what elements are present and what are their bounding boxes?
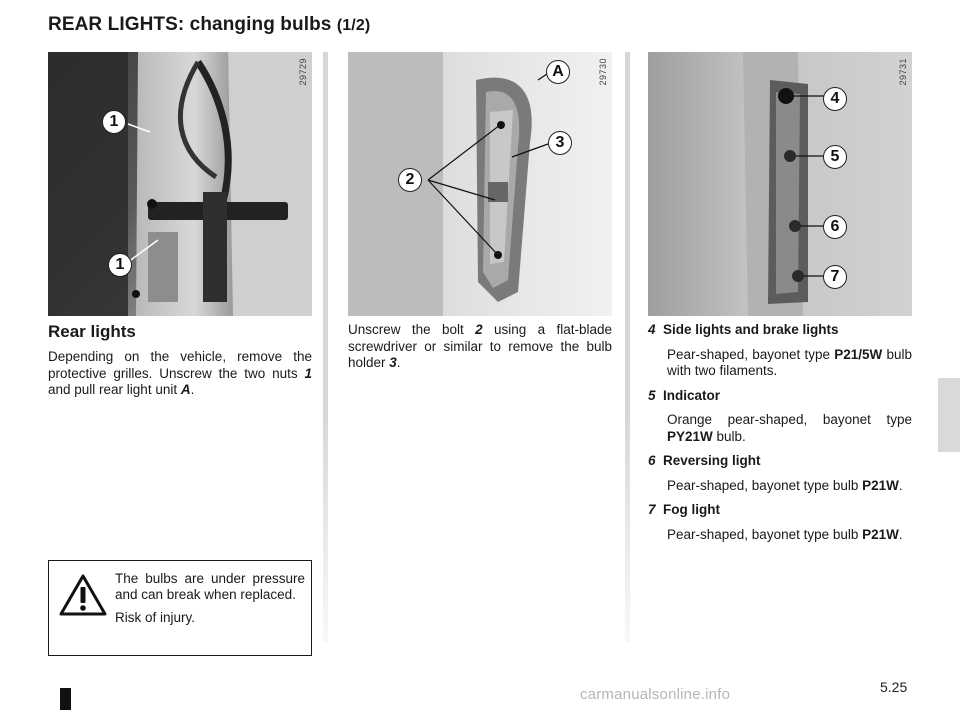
bulb-type: P21W [862, 526, 899, 542]
reference-bulb-holder: 3 [389, 355, 397, 370]
callout-light-unit-a: A [546, 60, 570, 84]
bulb-number: 4 [648, 322, 656, 337]
bulb-item-indicator [648, 388, 912, 446]
bulb-number: 7 [648, 502, 656, 517]
bulb-description: Pear-shaped, bayonet type [667, 346, 835, 362]
watermark: carmanualsonline.info [580, 686, 731, 703]
crop-mark [60, 688, 71, 710]
callout-side-brake-light: 4 [823, 87, 847, 111]
page-title-part: (1/2) [336, 17, 371, 34]
paragraph-text: and pull rear light unit [48, 382, 181, 397]
photo-rear-light-unit [348, 52, 612, 316]
bulb-description: bulb with two filaments. [667, 346, 912, 378]
reference-light-unit: A [180, 382, 191, 397]
bulb-item-side-brake [648, 322, 912, 380]
section-tab-marker [938, 378, 960, 452]
bulb-description: Pear-shaped, bayonet type bulb [667, 477, 863, 493]
paragraph-remove-holder [348, 322, 612, 372]
paragraph-text: . [190, 382, 195, 397]
paragraph-text: . [396, 355, 401, 370]
photo-rear-door-interior [48, 52, 312, 316]
warning-box [48, 560, 312, 656]
warning-text [115, 571, 305, 633]
bulb-item-reversing [648, 453, 912, 494]
bulb-type: P21/5W [834, 346, 883, 362]
reference-nuts: 1 [304, 365, 312, 381]
photo-rear-door-illustration [48, 52, 312, 316]
photo-bulb-holder [648, 52, 912, 316]
warning-line: Risk of injury. [115, 610, 196, 625]
page-number: 5.25 [880, 679, 908, 695]
callout-nut-upper: 1 [102, 110, 126, 134]
warning-line: The bulbs are under pressure and can break when replaced. [115, 571, 305, 602]
column-divider-left [323, 52, 328, 642]
paragraph-remove-unit [48, 349, 312, 399]
callout-indicator: 5 [823, 145, 847, 169]
bulb-description: . [898, 477, 903, 493]
callout-bolt: 2 [398, 168, 422, 192]
bulb-description: bulb. [712, 428, 746, 444]
callout-nut-lower: 1 [108, 253, 132, 277]
photo-light-unit-illustration [348, 52, 612, 316]
bulb-type: PY21W [667, 428, 713, 444]
bulb-name: Indicator [663, 387, 721, 403]
paragraph-text: Depending on the vehicle, remove the protective grilles. Unscrew the two nuts [48, 349, 312, 381]
bulb-item-fog [648, 502, 912, 543]
photo-bulb-holder-illustration [648, 52, 912, 316]
bulb-name: Fog light [663, 502, 720, 517]
bulb-name: Side lights and brake lights [663, 322, 839, 337]
photo-reference-code: 29730 [598, 58, 608, 86]
section-heading-rear-lights: Rear lights [48, 322, 136, 341]
bulb-description: . [898, 526, 903, 542]
photo-reference-code: 29729 [298, 58, 308, 86]
callout-reversing-light: 6 [823, 215, 847, 239]
bulb-list [648, 322, 912, 551]
page-title [48, 14, 370, 36]
bulb-name: Reversing light [663, 453, 761, 468]
callout-bulb-holder: 3 [548, 131, 572, 155]
warning-triangle-icon [59, 573, 107, 617]
reference-bolt: 2 [475, 322, 483, 337]
paragraph-text: Unscrew the bolt [348, 322, 476, 337]
bulb-description: Orange pear-shaped, bayonet type [667, 412, 912, 427]
bulb-number: 5 [648, 387, 656, 403]
photo-reference-code: 29731 [898, 58, 908, 86]
paragraph-text: using a flat-blade screwdriver or similar to remove the bulb holder [348, 322, 612, 370]
page-title-text: REAR LIGHTS: changing bulbs [48, 14, 332, 35]
bulb-description: Pear-shaped, bayonet type bulb [667, 526, 863, 542]
bulb-type: P21W [862, 477, 899, 493]
callout-fog-light: 7 [823, 265, 847, 289]
bulb-number: 6 [648, 453, 656, 468]
column-divider-right [625, 52, 630, 642]
